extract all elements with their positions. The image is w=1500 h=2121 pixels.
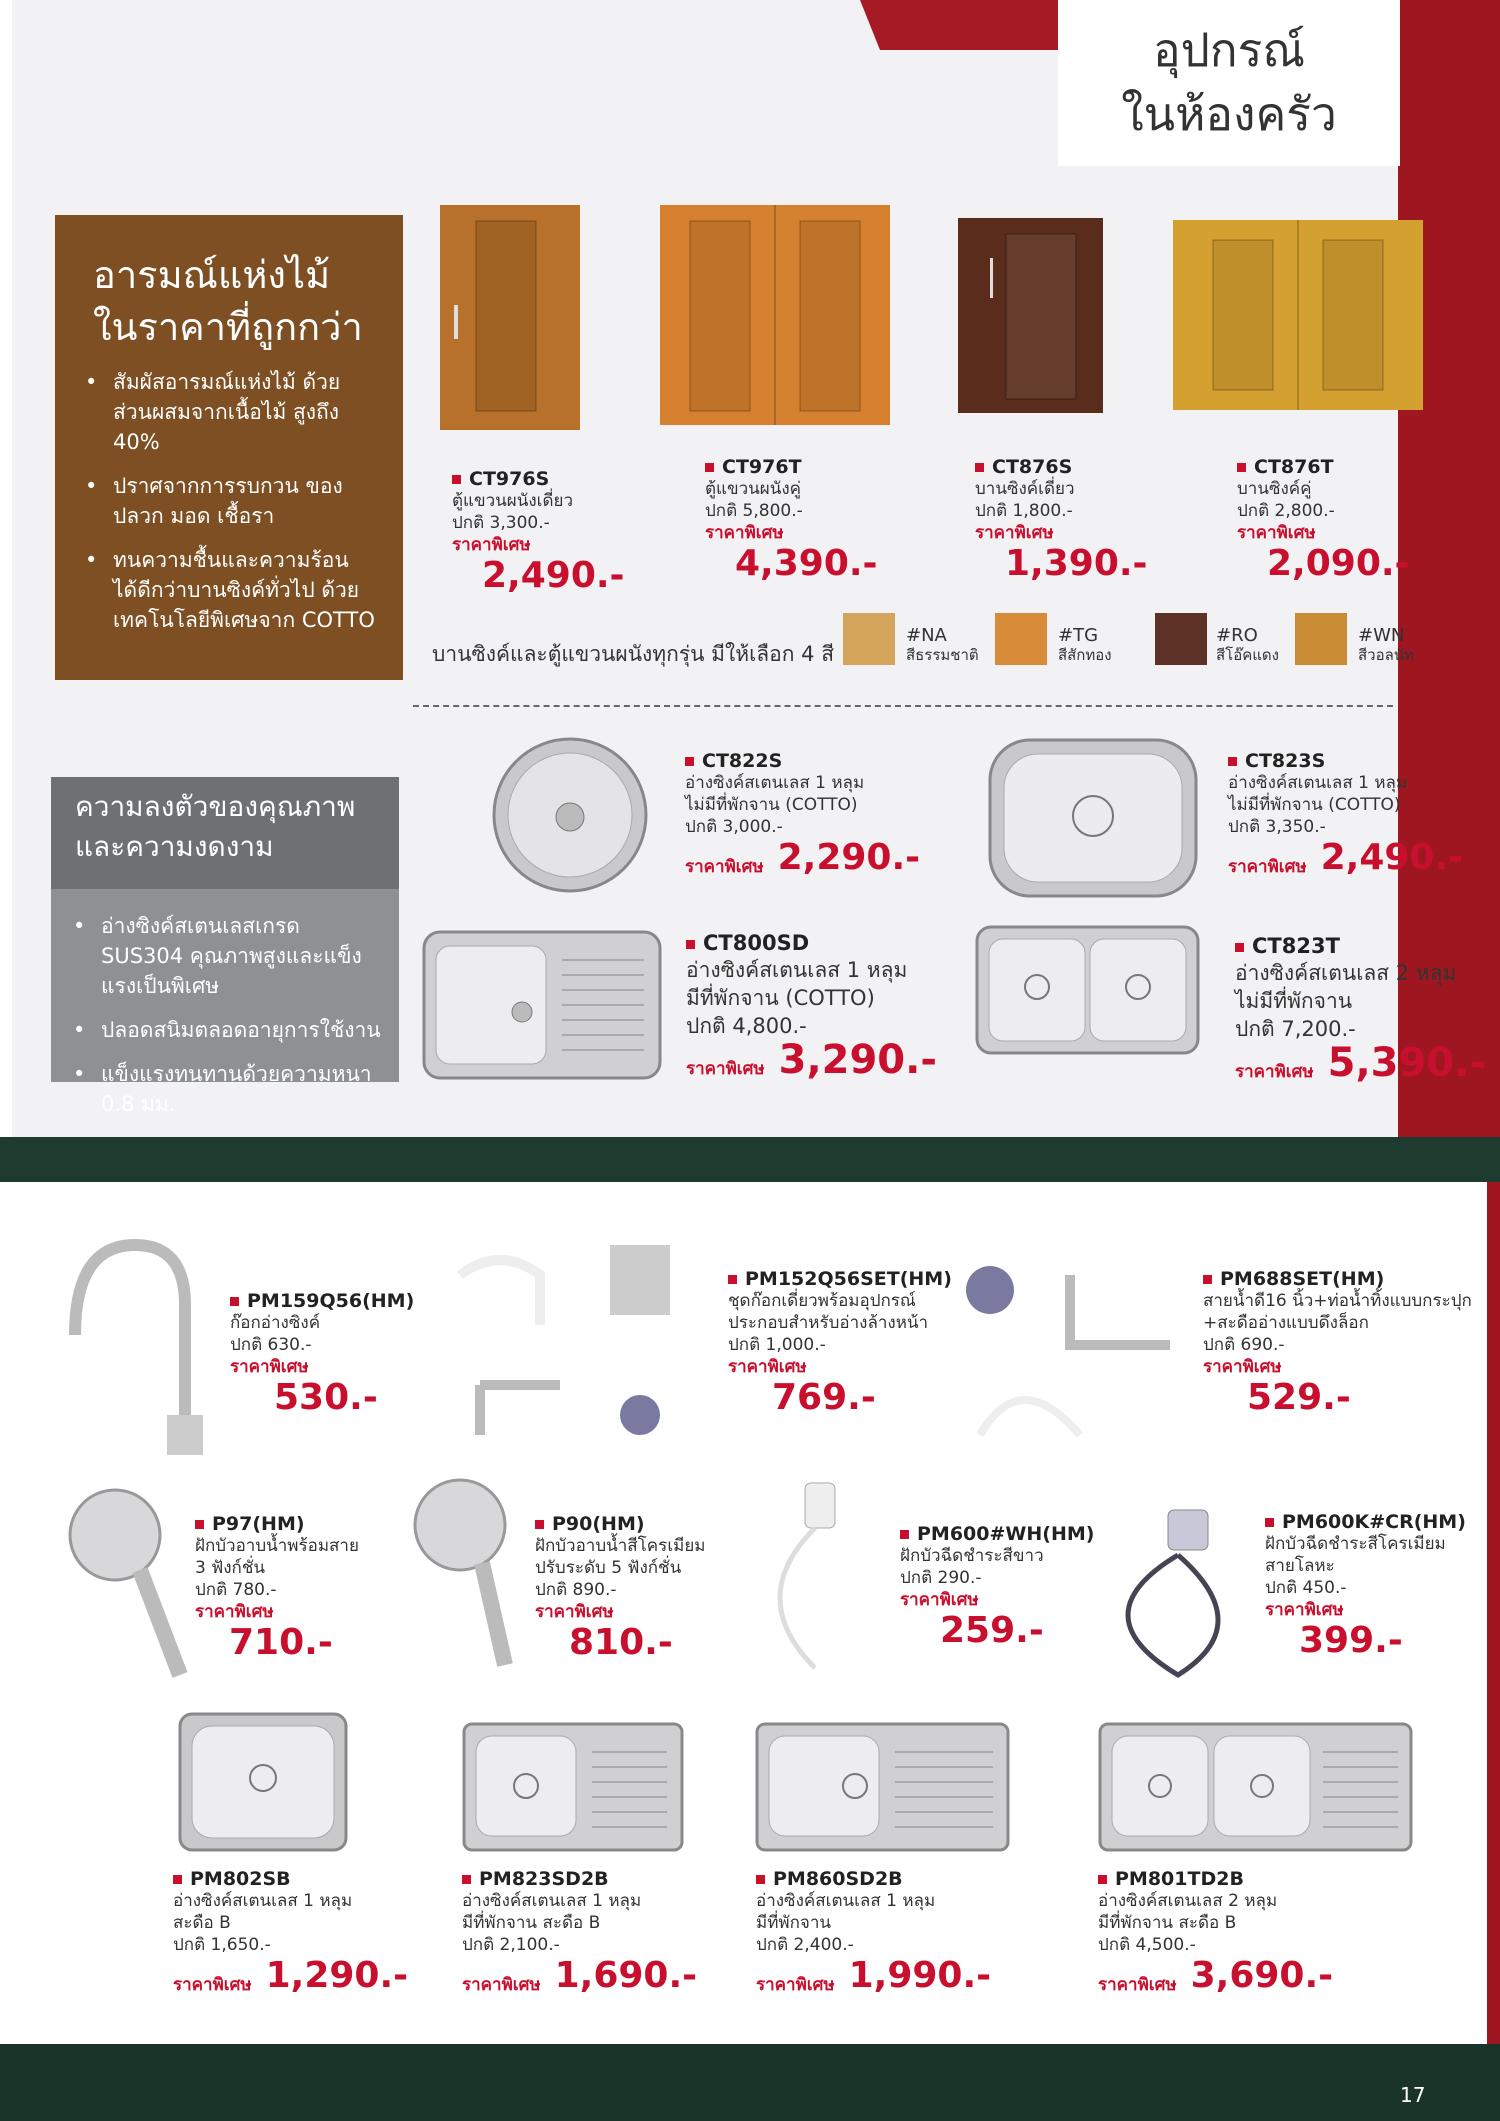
regular-price: ปกติ 5,800.-	[705, 501, 803, 521]
sink-image-ct823s	[988, 738, 1198, 898]
bidet-spray-image-pm600wh	[755, 1478, 875, 1678]
special-price-label: ราคาพิเศษ	[230, 1357, 309, 1377]
special-price-label: ราคาพิเศษ	[685, 857, 764, 877]
product-desc: บานซิงค์คู่	[1237, 479, 1312, 499]
product-code: P90(HM)	[535, 1513, 706, 1535]
product-code: PM600#WH(HM)	[900, 1523, 1094, 1545]
cabinet-louver-left	[1213, 240, 1273, 390]
product-card-ct823s	[1228, 750, 1463, 878]
product-card-pm600kcr	[1265, 1511, 1466, 1661]
cabinet-louver-left	[690, 221, 750, 411]
regular-price: ปกติ 2,100.-	[462, 1935, 560, 1955]
special-price: 1,690.-	[554, 1955, 698, 1996]
cabinet-image-ct976s	[440, 205, 580, 430]
special-price-label: ราคาพิเศษ	[900, 1590, 979, 1610]
sink-image-ct822s	[490, 735, 650, 895]
sink-image-ct823t	[975, 925, 1200, 1055]
product-code: CT976T	[705, 456, 878, 478]
product-code: PM152Q56SET(HM)	[728, 1268, 952, 1290]
special-price-label: ราคาพิเศษ	[705, 523, 784, 543]
special-price-label: ราคาพิเศษ	[1098, 1975, 1177, 1995]
product-desc-2: มีที่พักจาน (COTTO)	[686, 986, 875, 1010]
special-price: 3,690.-	[1190, 1955, 1334, 1996]
product-desc-2: มีที่พักจาน สะดือ B	[1098, 1913, 1237, 1933]
regular-price: ปกติ 2,800.-	[1237, 501, 1335, 521]
regular-price: ปกติ 3,350.-	[1228, 817, 1326, 837]
product-card-pm801td2b	[1098, 1868, 1333, 1996]
special-price-label: ราคาพิเศษ	[1237, 523, 1316, 543]
product-code: PM688SET(HM)	[1203, 1268, 1472, 1290]
regular-price: ปกติ 780.-	[195, 1580, 277, 1600]
special-price-label: ราคาพิเศษ	[756, 1975, 835, 1995]
faucet-set-image-pm152q56set	[440, 1235, 720, 1465]
color-swatch-tg	[995, 613, 1047, 665]
promo-bullets	[79, 367, 379, 635]
product-desc-1: ฝักบัวอาบน้ำสีโครเมียม	[535, 1536, 706, 1556]
special-price: 2,090.-	[1267, 543, 1410, 584]
product-desc-2: ประกอบสำหรับอ่างล้างหน้า	[728, 1313, 929, 1333]
product-card-pm159q56	[230, 1290, 414, 1418]
regular-price: ปกติ 1,650.-	[173, 1935, 271, 1955]
sink-image-ct800sd	[422, 930, 662, 1080]
cabinet-louver-right	[1323, 240, 1383, 390]
sink-image-pm801td2b	[1098, 1722, 1413, 1852]
promo-bullet: • สัมผัสอารมณ์แห่งไม้ ด้วยส่วนผสมจากเนื้อไม้ สูงถึง 40%	[79, 367, 379, 457]
product-desc-2: ไม่มีที่พักจาน (COTTO)	[1228, 795, 1401, 815]
cabinet-image-ct876s	[958, 218, 1103, 413]
section-title-line2: ในห้องครัว	[1121, 87, 1337, 141]
product-desc-1: อ่างซิงค์สเตนเลส 1 หลุม	[173, 1891, 353, 1911]
cabinet-image-ct876t	[1173, 220, 1423, 410]
regular-price: ปกติ 290.-	[900, 1568, 982, 1588]
quality-title-line1: ความลงตัวของคุณภาพ	[75, 790, 356, 823]
product-desc-1: อ่างซิงค์สเตนเลส 1 หลุม	[686, 958, 908, 982]
special-price: 5,390.-	[1327, 1040, 1486, 1086]
quality-bullet: • ปลอดสนิมตลอดอายุการใช้งาน	[67, 1015, 383, 1045]
special-price: 530.-	[274, 1377, 378, 1418]
special-price-label: ราคาพิเศษ	[1235, 1062, 1314, 1082]
footer-band	[0, 2044, 1500, 2121]
product-desc-1: อ่างซิงค์สเตนเลส 1 หลุม	[462, 1891, 642, 1911]
product-desc-1: อ่างซิงค์สเตนเลส 2 หลุม	[1098, 1891, 1278, 1911]
special-price: 1,390.-	[1005, 543, 1148, 584]
accessory-set-image-pm688set	[960, 1255, 1185, 1450]
special-price-label: ราคาพิเศษ	[462, 1975, 541, 1995]
product-desc-1: สายน้ำดี16 นิ้ว+ท่อน้ำทิ้งแบบกระปุก	[1203, 1291, 1472, 1311]
product-desc-1: ฝักบัวอาบน้ำพร้อมสาย	[195, 1536, 359, 1556]
special-price: 399.-	[1299, 1620, 1403, 1661]
cabinet-image-ct976t	[660, 205, 890, 425]
special-price: 4,390.-	[735, 543, 878, 584]
product-desc-2: ไม่มีที่พักจาน (COTTO)	[685, 795, 858, 815]
product-desc-2: มีที่พักจาน สะดือ B	[462, 1913, 601, 1933]
special-price-label: ราคาพิเศษ	[1228, 857, 1307, 877]
swatch-code: #WN	[1358, 625, 1405, 646]
special-price-label: ราคาพิเศษ	[173, 1975, 252, 1995]
product-desc-1: อ่างซิงค์สเตนเลส 1 หลุม	[756, 1891, 936, 1911]
promo-title-line2: ในราคาที่ถูกกว่า	[93, 305, 363, 349]
swatch-label-na	[906, 626, 979, 664]
product-card-pm823sd2b	[462, 1868, 697, 1996]
special-price: 3,290.-	[778, 1037, 937, 1083]
section-title-line1: อุปกรณ์	[1152, 23, 1306, 77]
product-desc-2: +สะดืออ่างแบบดึงล็อก	[1203, 1313, 1369, 1333]
promo-bullet: • ปราศจากการรบกวน ของปลวก มอด เชื้อรา	[79, 471, 379, 531]
quality-bullet: • แข็งแรงทนทานด้วยความหนา 0.8 มม.	[67, 1059, 383, 1119]
product-card-ct800sd	[686, 930, 937, 1083]
sink-image-pm823sd2b	[462, 1722, 684, 1852]
product-desc-1: ก๊อกอ่างซิงค์	[230, 1313, 321, 1333]
swatch-name: สีสักทอง	[1058, 646, 1112, 664]
regular-price: ปกติ 3,000.-	[685, 817, 783, 837]
product-code: CT876T	[1237, 456, 1410, 478]
special-price: 2,290.-	[777, 837, 921, 878]
promo-title-line1: อารมณ์แห่งไม้	[93, 253, 331, 297]
special-price: 1,290.-	[265, 1955, 409, 1996]
regular-price: ปกติ 4,800.-	[686, 1014, 807, 1038]
special-price: 1,990.-	[848, 1955, 992, 1996]
product-card-ct976s	[452, 468, 625, 596]
product-code: P97(HM)	[195, 1513, 359, 1535]
swatch-name: สีวอลนัท	[1358, 646, 1414, 664]
special-price-label: ราคาพิเศษ	[195, 1602, 274, 1622]
product-card-ct822s	[685, 750, 920, 878]
product-card-ct976t	[705, 456, 878, 584]
product-card-p90	[535, 1513, 706, 1663]
product-card-pm688set	[1203, 1268, 1472, 1418]
product-code: PM159Q56(HM)	[230, 1290, 414, 1312]
product-desc: ตู้แขวนผนังเดี่ยว	[452, 491, 574, 511]
promo-title	[93, 249, 379, 353]
sink-image-pm860sd2b	[755, 1722, 1010, 1852]
special-price: 710.-	[229, 1622, 333, 1663]
product-card-pm802sb	[173, 1868, 408, 1996]
color-swatch-wn	[1295, 613, 1347, 665]
product-desc-1: อ่างซิงค์สเตนเลส 2 หลุม	[1235, 961, 1457, 985]
special-price: 2,490.-	[1320, 837, 1464, 878]
swatch-code: #NA	[906, 625, 947, 646]
special-price-label: ราคาพิเศษ	[452, 535, 531, 555]
quality-title-line2: และความงดงาม	[75, 830, 274, 863]
product-code: CT976S	[452, 468, 625, 490]
product-card-ct823t	[1235, 933, 1486, 1086]
product-desc-1: อ่างซิงค์สเตนเลส 1 หลุม	[1228, 773, 1408, 793]
cabinet-handle	[454, 305, 458, 339]
color-swatch-ro	[1155, 613, 1207, 665]
product-code: PM860SD2B	[756, 1868, 991, 1890]
quality-info-box	[51, 777, 399, 1116]
sink-image-pm802sb	[178, 1712, 348, 1852]
promo-bullet: • ทนความชื้นและความร้อน ได้ดีกว่าบานซิงค์ทั่วไป ด้วยเทคโนโลยีพิเศษจาก COTTO	[79, 545, 379, 635]
regular-price: ปกติ 2,400.-	[756, 1935, 854, 1955]
special-price: 259.-	[940, 1610, 1044, 1651]
product-code: CT876S	[975, 456, 1148, 478]
regular-price: ปกติ 890.-	[535, 1580, 617, 1600]
color-options-text: บานซิงค์และตู้แขวนผนังทุกรุ่น มีให้เลือก 4 สี	[432, 642, 835, 666]
product-desc-2: สะดือ B	[173, 1913, 231, 1933]
product-desc-1: ฝักบัวฉีดชำระสีขาว	[900, 1546, 1044, 1566]
cabinet-louver	[476, 221, 536, 411]
regular-price: ปกติ 1,800.-	[975, 501, 1073, 521]
product-card-ct876t	[1237, 456, 1410, 584]
regular-price: ปกติ 7,200.-	[1235, 1017, 1356, 1041]
special-price: 2,490.-	[482, 555, 625, 596]
product-code: PM801TD2B	[1098, 1868, 1333, 1890]
quality-title	[51, 777, 399, 889]
product-desc-1: อ่างซิงค์สเตนเลส 1 หลุม	[685, 773, 865, 793]
cabinet-handle	[990, 258, 993, 298]
product-desc-1: ฝักบัวฉีดชำระสีโครเมียม	[1265, 1534, 1446, 1554]
product-card-pm152q56set	[728, 1268, 952, 1418]
special-price-label: ราคาพิเศษ	[535, 1602, 614, 1622]
product-card-ct876s	[975, 456, 1148, 584]
wood-promo-box	[55, 215, 403, 680]
special-price: 769.-	[772, 1377, 876, 1418]
regular-price: ปกติ 690.-	[1203, 1335, 1285, 1355]
special-price-label: ราคาพิเศษ	[728, 1357, 807, 1377]
regular-price: ปกติ 3,300.-	[452, 513, 550, 533]
product-code: PM823SD2B	[462, 1868, 697, 1890]
cabinet-louver	[1006, 234, 1076, 399]
product-code: PM802SB	[173, 1868, 408, 1890]
page-number: 17	[1400, 2083, 1426, 2107]
product-code: CT823T	[1235, 933, 1486, 959]
product-card-pm600wh	[900, 1523, 1094, 1651]
regular-price: ปกติ 4,500.-	[1098, 1935, 1196, 1955]
special-price-label: ราคาพิเศษ	[686, 1059, 765, 1079]
swatch-label-ro	[1216, 626, 1279, 664]
shower-head-image-p97	[60, 1485, 190, 1680]
product-desc-2: ไม่มีที่พักจาน	[1235, 989, 1353, 1013]
bidet-spray-image-pm600kcr	[1098, 1505, 1263, 1685]
product-code: CT800SD	[686, 930, 937, 956]
section-divider	[413, 705, 1393, 707]
special-price-label: ราคาพิเศษ	[1203, 1357, 1282, 1377]
product-code: CT823S	[1228, 750, 1463, 772]
special-price-label: ราคาพิเศษ	[975, 523, 1054, 543]
product-desc-2: สายโลหะ	[1265, 1556, 1335, 1576]
section-separator-band	[0, 1137, 1500, 1182]
swatch-code: #RO	[1216, 625, 1258, 646]
product-code: PM600K#CR(HM)	[1265, 1511, 1466, 1533]
regular-price: ปกติ 630.-	[230, 1335, 312, 1355]
cabinet-louver-right	[800, 221, 860, 411]
color-swatch-na	[843, 613, 895, 665]
product-desc-2: 3 ฟังก์ชั่น	[195, 1558, 266, 1578]
product-desc-2: ปรับระดับ 5 ฟังก์ชั่น	[535, 1558, 682, 1578]
product-card-pm860sd2b	[756, 1868, 991, 1996]
special-price-label: ราคาพิเศษ	[1265, 1600, 1344, 1620]
shower-head-image-p90	[410, 1475, 530, 1675]
swatch-name: สีโอ๊คแดง	[1216, 646, 1279, 664]
product-desc-2: มีที่พักจาน	[756, 1913, 832, 1933]
special-price: 529.-	[1247, 1377, 1351, 1418]
quality-bullet: • อ่างซิงค์สเตนเลสเกรด SUS304 คุณภาพสูงและแข็งแรงเป็นพิเศษ	[67, 911, 383, 1001]
product-desc: บานซิงค์เดี่ยว	[975, 479, 1075, 499]
swatch-label-tg	[1058, 626, 1112, 664]
regular-price: ปกติ 450.-	[1265, 1578, 1347, 1598]
product-code: CT822S	[685, 750, 920, 772]
product-card-p97	[195, 1513, 359, 1663]
product-desc: ตู้แขวนผนังคู่	[705, 479, 802, 499]
special-price: 810.-	[569, 1622, 673, 1663]
faucet-image-pm159q56	[45, 1225, 205, 1455]
swatch-name: สีธรรมชาติ	[906, 646, 979, 664]
quality-bullets	[51, 889, 399, 1127]
section-title-box	[1058, 0, 1400, 166]
swatch-label-wn	[1358, 626, 1414, 664]
product-desc-1: ชุดก๊อกเดี่ยวพร้อมอุปกรณ์	[728, 1291, 916, 1311]
regular-price: ปกติ 1,000.-	[728, 1335, 826, 1355]
swatch-code: #TG	[1058, 625, 1099, 646]
